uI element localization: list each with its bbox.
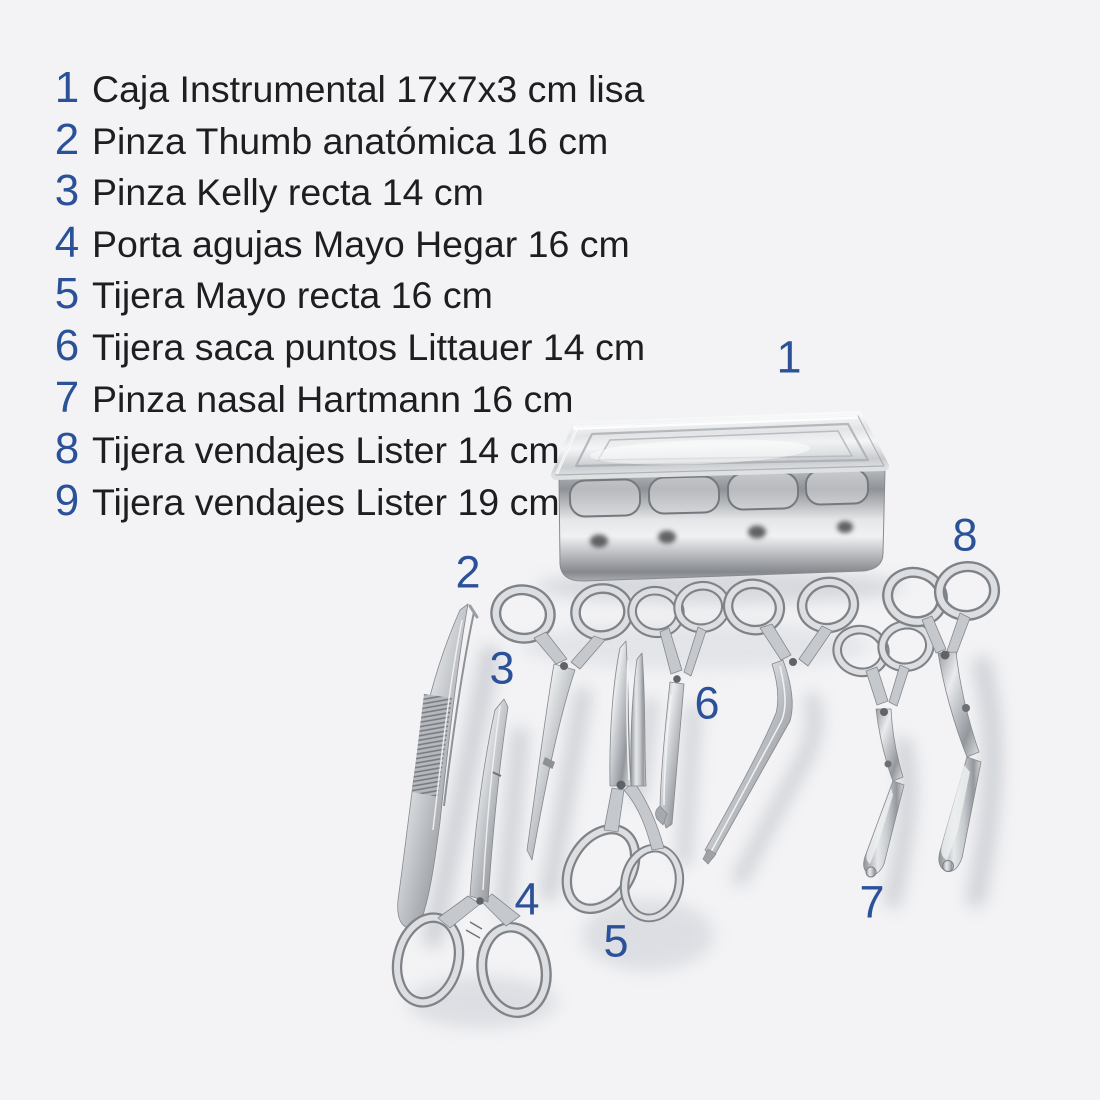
legend-item	[50, 423, 645, 475]
legend-item-number: 4	[54, 217, 80, 267]
callout-mayo: 5	[603, 915, 629, 967]
legend-item-number: 8	[54, 424, 80, 474]
legend-item-number: 3	[54, 166, 80, 216]
callout-littauer: 6	[694, 677, 720, 729]
legend-item-label: Tijera Mayo recta 16 cm	[92, 274, 493, 317]
legend-item	[50, 268, 645, 320]
hartmann-forceps	[703, 578, 858, 864]
callout-lister: 8	[952, 509, 978, 561]
legend-item	[50, 320, 645, 372]
legend-item	[50, 217, 645, 269]
legend-item	[50, 165, 645, 217]
legend-item-label: Tijera saca puntos Littauer 14 cm	[92, 325, 646, 368]
legend-item-label: Pinza Thumb anatómica 16 cm	[92, 119, 609, 162]
legend-item-label: Tijera vendajes Lister 19 cm	[92, 480, 560, 523]
legend-item	[50, 62, 645, 114]
legend-item-number: 2	[54, 114, 80, 164]
legend	[50, 62, 645, 526]
legend-item-label: Pinza nasal Hartmann 16 cm	[92, 377, 574, 420]
callout-hartmann: 7	[859, 876, 885, 928]
legend-item-number: 9	[54, 475, 80, 525]
legend-item	[50, 475, 645, 527]
legend-item-number: 1	[54, 63, 80, 112]
legend-item	[50, 372, 645, 424]
callout-thumb-forceps: 2	[455, 546, 481, 598]
legend-item-number: 7	[54, 372, 80, 422]
legend-item-label: Tijera vendajes Lister 14 cm	[92, 429, 560, 472]
callout-box: 1	[776, 331, 802, 383]
legend-item-label: Caja Instrumental 17x7x3 cm lisa	[92, 68, 645, 110]
legend-item-number: 5	[54, 269, 80, 319]
callout-kelly: 3	[489, 642, 515, 694]
legend-item-label: Porta agujas Mayo Hegar 16 cm	[92, 222, 630, 265]
legend-item-number: 6	[54, 320, 80, 370]
legend-item-label: Pinza Kelly recta 14 cm	[92, 171, 484, 214]
lister-scissors-small	[833, 620, 934, 877]
legend-item	[50, 114, 645, 166]
callout-needle-holder: 4	[514, 873, 540, 925]
